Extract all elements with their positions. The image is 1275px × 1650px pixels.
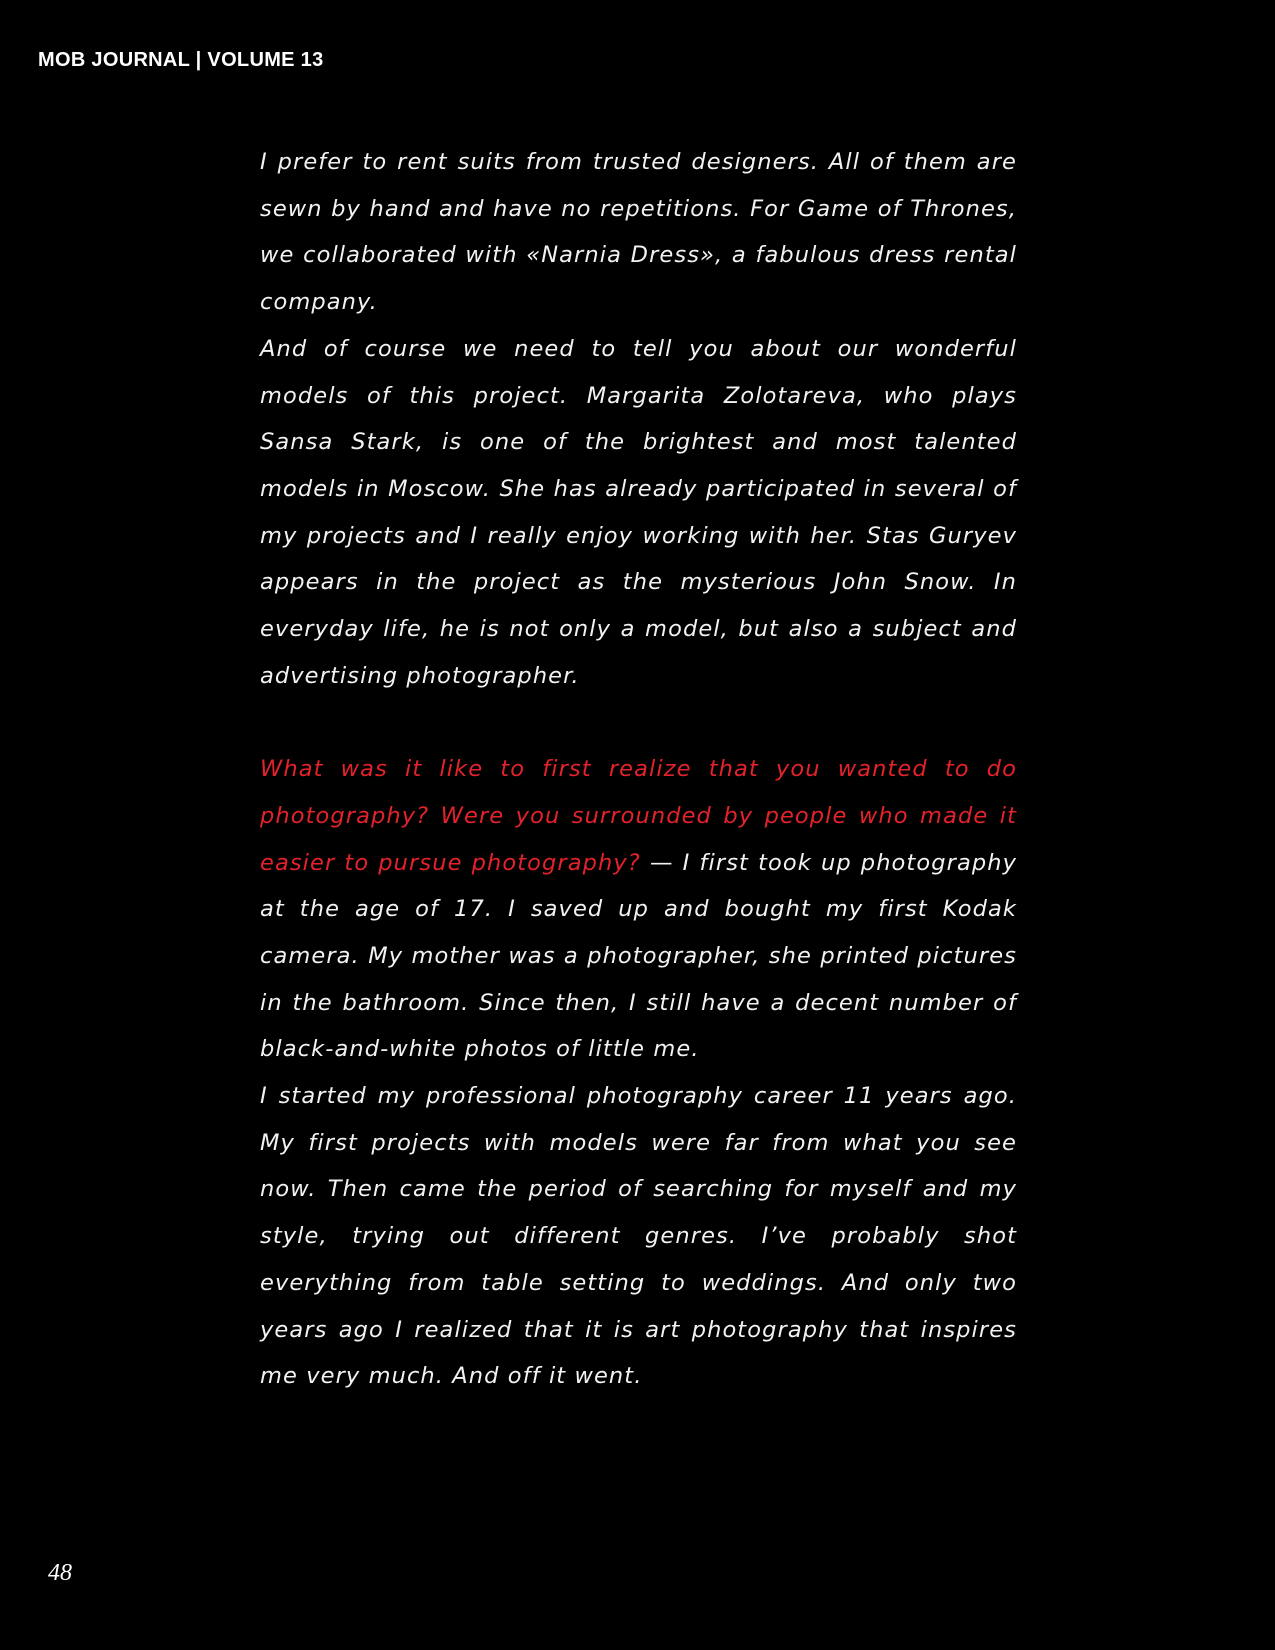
paragraph-career: I started my professional photography career 11 years ago. My first projects with models were far from what you see now. Then came the period of searching for myself and my style, trying out different genres. I’ve probably shot everything from table setting to weddings. And only two years ago I realized that it is art photography that inspires me very much. And off it went.	[260, 1083, 1017, 1390]
paragraph-models: And of course we need to tell you about our wonderful models of this project. Margarita Zolotareva, who plays Sansa Stark, is one of the brightest and most talented models in Moscow. She has already participated in several of my projects and I really enjoy working with her. Stas Guryev appears in the project as the mysterious John Snow. In everyday life, he is not only a model, but also a subject and advertising photographer.	[260, 335, 1017, 689]
article-body	[260, 139, 1017, 1400]
running-header: MOB JOURNAL | VOLUME 13	[38, 49, 324, 71]
paragraph-suits: I prefer to rent suits from trusted designers. All of them are sewn by hand and have no repetitions. For Game of Thrones, we collaborated with «Narnia Dress», a fabulous dress rental company.	[260, 149, 1017, 316]
interview-question: What was it like to first realize that you wanted to do photography? Were you surrounded by people who made it easier to pursue photography?	[260, 756, 1017, 876]
page-number: 48	[48, 1560, 72, 1586]
interview-answer: — I first took up photography at the age of 17. I saved up and bought my first Kodak camera. My mother was a photographer, she printed pictures in the bathroom. Since then, I still have a decent number of black-and-white photos of little me.	[260, 849, 1017, 1063]
interview-qa	[260, 746, 1017, 1073]
